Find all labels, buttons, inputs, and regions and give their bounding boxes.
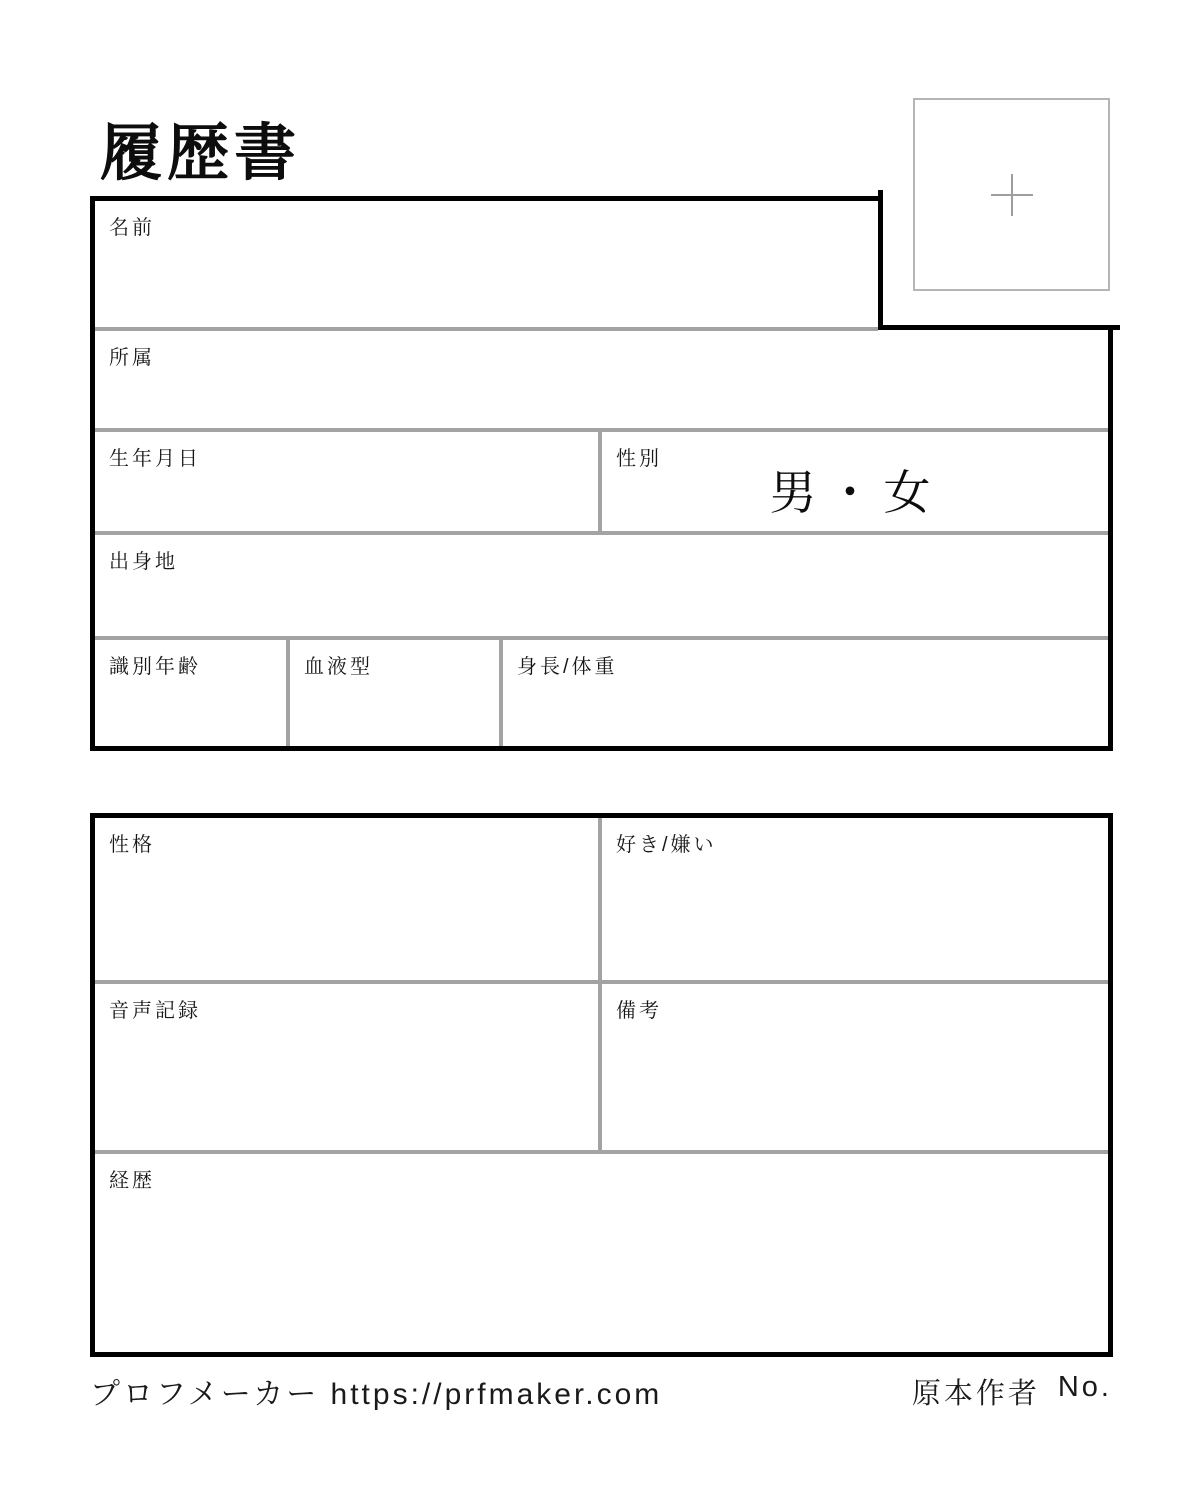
page-title: 履歴書: [100, 119, 302, 188]
gender-field-label: 性別: [616, 448, 662, 470]
age-field-cell: [95, 640, 286, 746]
affiliation-field-label: 所属: [109, 347, 155, 369]
likes-dislikes-field-cell: [602, 818, 1108, 980]
history-field-label: 経歴: [109, 1170, 155, 1192]
age-field-label: 識別年齢: [109, 656, 201, 678]
blood-type-field-cell: [290, 640, 499, 746]
birthday-field-cell: [95, 432, 598, 531]
history-field-cell: [95, 1154, 1108, 1352]
likes-dislikes-field-label: 好き/嫌い: [616, 834, 717, 856]
remarks-field-cell: [602, 984, 1108, 1150]
birthday-field-label: 生年月日: [109, 448, 201, 470]
gender-field-cell: [602, 432, 1108, 531]
voice-record-field-label: 音声記録: [109, 1000, 201, 1022]
footer-number-label: No.: [1057, 1371, 1112, 1403]
height-weight-field-cell: [503, 640, 1108, 746]
personality-field-cell: [95, 818, 598, 980]
birthplace-field-label: 出身地: [109, 551, 178, 573]
footer-site-credit: プロフメーカー https://prfmaker.com: [90, 1378, 663, 1411]
remarks-field-label: 備考: [616, 1000, 662, 1022]
name-field-cell: [95, 201, 878, 327]
voice-record-field-cell: [95, 984, 598, 1150]
blood-type-field-label: 血液型: [304, 656, 373, 678]
gender-value: 男・女: [769, 466, 941, 519]
birthplace-field-cell: [95, 535, 1108, 636]
footer-author-label: 原本作者: [911, 1378, 1040, 1410]
name-field-label: 名前: [109, 217, 155, 239]
footer-author-credit: [912, 1371, 1112, 1412]
height-weight-field-label: 身長/体重: [517, 656, 618, 678]
photo-placeholder[interactable]: [913, 98, 1110, 291]
affiliation-field-cell: [95, 331, 1108, 428]
personality-field-label: 性格: [109, 834, 155, 856]
